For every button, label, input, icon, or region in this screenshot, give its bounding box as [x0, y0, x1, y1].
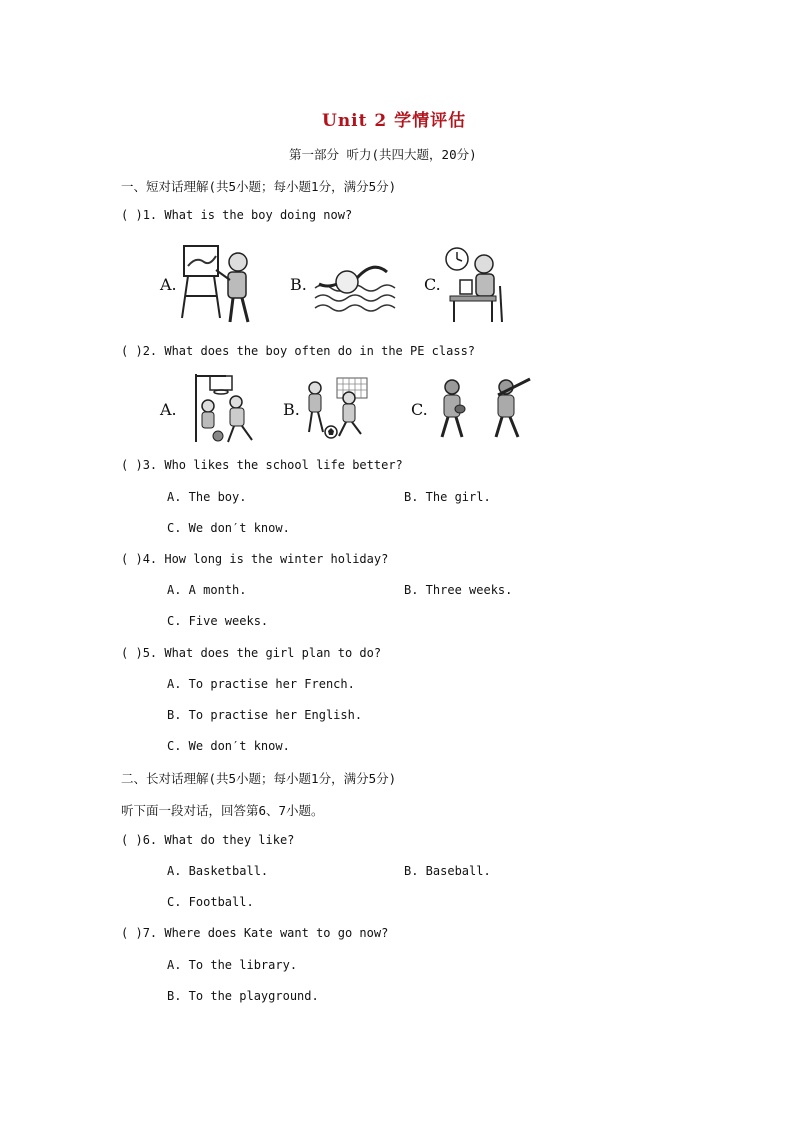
football-picture [303, 376, 373, 440]
question-text: 2. What does the boy often do in the PE class? [142, 344, 476, 358]
question-text: 7. Where does Kate want to go now? [142, 926, 389, 940]
option-label-b: B. [290, 275, 307, 294]
basketball-picture [190, 372, 260, 446]
boy-swimming-picture [313, 258, 399, 314]
option-a[interactable]: A. To the library. [167, 958, 298, 972]
question-text: 3. Who likes the school life better? [142, 458, 403, 472]
option-c[interactable]: C. Football. [167, 895, 254, 909]
option-c[interactable]: C. Five weeks. [167, 614, 269, 628]
question-text: 5. What does the girl plan to do? [142, 646, 382, 660]
question-5 [121, 646, 381, 660]
boy-reading-at-desk-picture [444, 246, 508, 326]
option-a[interactable]: A. The boy. [167, 490, 247, 504]
answer-paren[interactable]: ( ) [121, 926, 143, 940]
option-b[interactable]: B. To practise her English. [167, 708, 363, 722]
option-label-c: C. [424, 275, 441, 294]
option-label-c: C. [411, 400, 428, 419]
question-6 [121, 833, 294, 847]
section-heading-1: 一、短对话理解(共5小题；每小题1分，满分5分) [121, 179, 397, 194]
question-3 [121, 458, 403, 472]
option-label-a: A. [160, 400, 177, 419]
section-heading-2: 二、长对话理解(共5小题；每小题1分，满分5分) [121, 771, 397, 786]
option-b[interactable]: B. To the playground. [167, 989, 319, 1003]
question-1 [121, 208, 352, 222]
answer-paren[interactable]: ( ) [121, 344, 143, 358]
option-a[interactable]: A. To practise her French. [167, 677, 355, 691]
option-b[interactable]: B. Three weeks. [404, 583, 513, 597]
question-text: 1. What is the boy doing now? [142, 208, 353, 222]
question-4 [121, 552, 388, 566]
answer-paren[interactable]: ( ) [121, 458, 143, 472]
answer-paren[interactable]: ( ) [121, 208, 143, 222]
baseball-picture [436, 377, 536, 443]
question-2 [121, 344, 475, 358]
option-a[interactable]: A. A month. [167, 583, 247, 597]
question-7 [121, 926, 388, 940]
answer-paren[interactable]: ( ) [121, 646, 143, 660]
answer-paren[interactable]: ( ) [121, 552, 143, 566]
option-c[interactable]: C. We don′t know. [167, 739, 290, 753]
option-c[interactable]: C. We don′t know. [167, 521, 290, 535]
question-text: 4. How long is the winter holiday? [142, 552, 389, 566]
section-instruction: 听下面一段对话，回答第6、7小题。 [121, 803, 324, 818]
option-a[interactable]: A. Basketball. [167, 864, 269, 878]
answer-paren[interactable]: ( ) [121, 833, 143, 847]
page-title: Unit 2 学情评估 [322, 111, 467, 131]
option-label-b: B. [283, 400, 300, 419]
option-b[interactable]: B. Baseball. [404, 864, 491, 878]
option-b[interactable]: B. The girl. [404, 490, 491, 504]
question-text: 6. What do they like? [142, 833, 295, 847]
boy-painting-picture [178, 240, 258, 328]
option-label-a: A. [160, 275, 177, 294]
part-subtitle: 第一部分 听力(共四大题，20分) [289, 147, 477, 162]
